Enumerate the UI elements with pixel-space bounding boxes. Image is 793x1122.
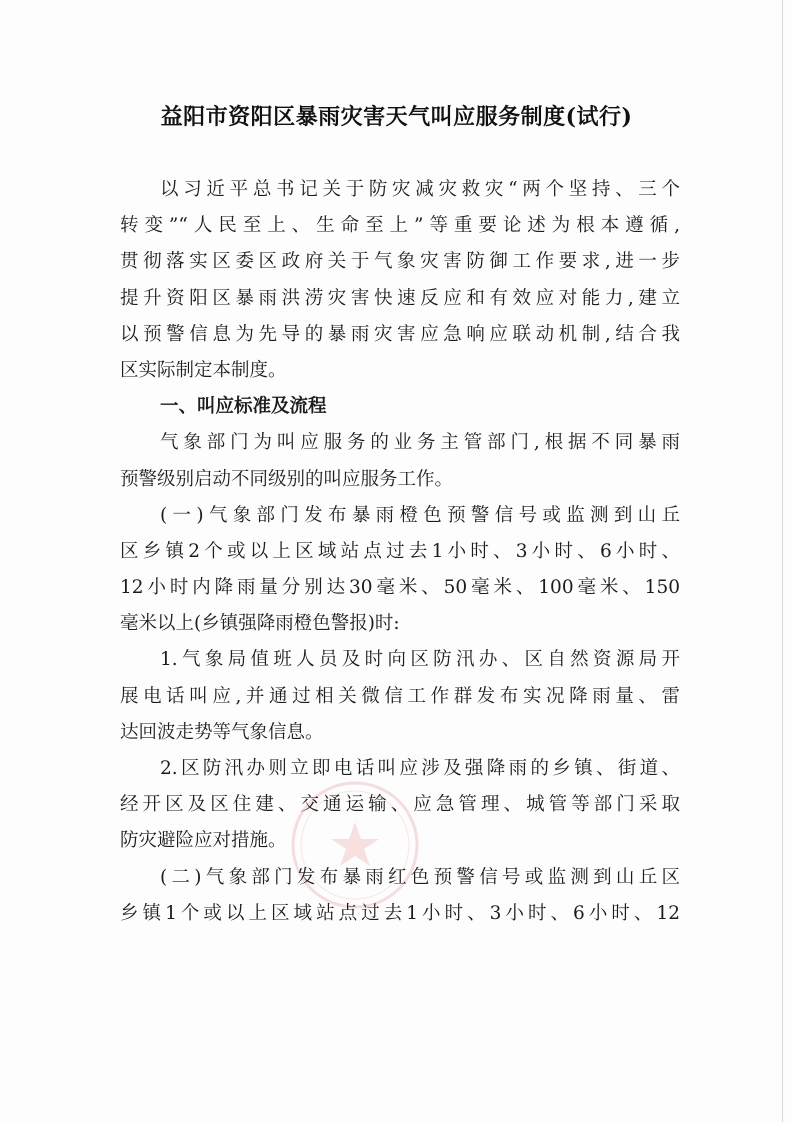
intro-line-3: 贯彻落实区委区政府关于气象灾害防御工作要求,进一步 xyxy=(120,251,680,273)
item-1-2-line-2: 经开区及区住建、交通运输、应急管理、城管等部门采取 xyxy=(120,794,680,816)
document-body xyxy=(120,172,680,932)
item-1-2-line-1: 2.区防汛办则立即电话叫应涉及强降雨的乡镇、街道、 xyxy=(160,758,680,779)
page-edge-line xyxy=(782,0,783,1122)
item-1-line-3: 12小时内降雨量分别达30毫米、50毫米、100毫米、150 xyxy=(120,577,680,599)
item-1-line-1: (一)气象部门发布暴雨橙色预警信号或监测到山丘 xyxy=(160,504,680,526)
intro-line-4: 提升资阳区暴雨洪涝灾害快速反应和有效应对能力,建立 xyxy=(120,287,680,309)
item-1-2-line-3: 防灾避险应对措施。 xyxy=(120,830,287,852)
intro-line-5: 以预警信息为先导的暴雨灾害应急响应联动机制,结合我 xyxy=(120,323,680,345)
item-1-line-2: 区乡镇2个或以上区域站点过去1小时、3小时、6小时、 xyxy=(120,540,680,562)
item-1-1-line-3: 达回波走势等气象信息。 xyxy=(120,721,324,743)
item-2-line-2: 乡镇1个或以上区域站点过去1小时、3小时、6小时、12 xyxy=(120,902,680,924)
item-2-line-1: (二)气象部门发布暴雨红色预警信号或监测到山丘区 xyxy=(160,866,680,888)
item-1-1-line-2: 展电话叫应,并通过相关微信工作群发布实况降雨量、雷 xyxy=(120,685,680,707)
item-1-1-line-1: 1.气象局值班人员及时向区防汛办、区自然资源局开 xyxy=(160,649,680,671)
intro-line-6: 区实际制定本制度。 xyxy=(120,359,287,381)
document-title: 益阳市资阳区暴雨灾害天气叫应服务制度(试行) xyxy=(160,104,633,130)
intro-line-1: 以习近平总书记关于防灾减灾救灾“两个坚持、三个 xyxy=(160,179,680,200)
section-1-heading: 一、叫应标准及流程 xyxy=(160,396,327,418)
section-1-intro-line-1: 气象部门为叫应服务的业务主管部门,根据不同暴雨 xyxy=(160,432,680,454)
section-1-intro-line-2: 预警级别启动不同级别的叫应服务工作。 xyxy=(120,468,454,490)
item-1-line-4: 毫米以上(乡镇强降雨橙色警报)时: xyxy=(120,613,400,635)
intro-line-2: 转变”“人民至上、生命至上”等重要论述为根本遵循, xyxy=(120,215,680,237)
